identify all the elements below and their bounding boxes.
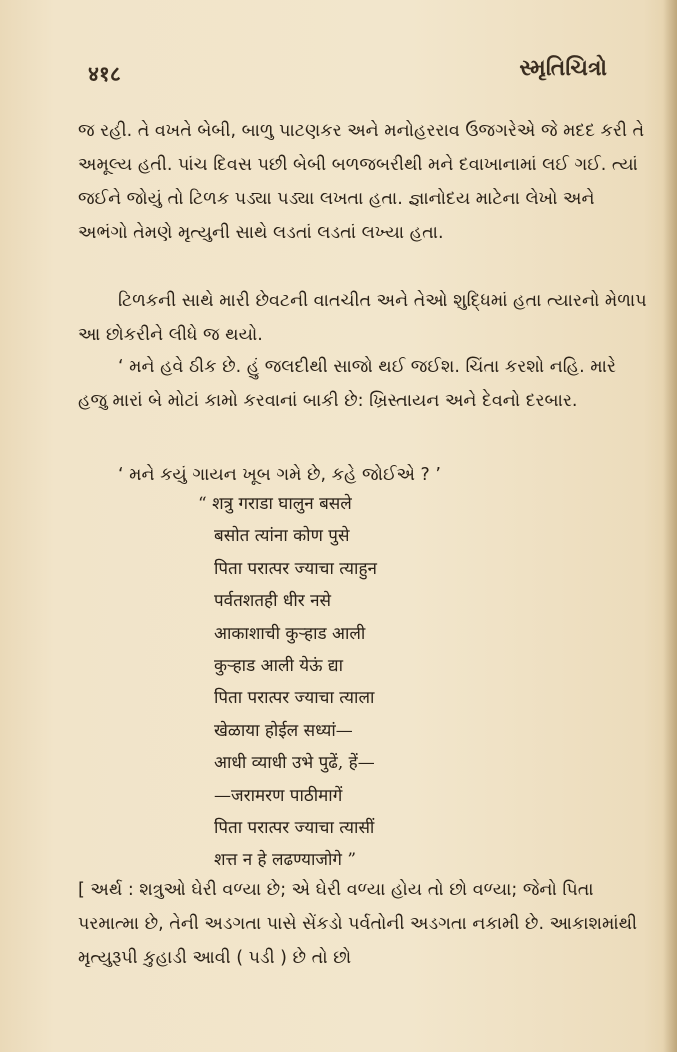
poem-line: पिता परात्पर ज्याचा त्याला bbox=[214, 688, 375, 709]
marathi-poem bbox=[198, 488, 574, 877]
poem-line: कुऱ्हाड आली येऊं द्या bbox=[214, 656, 344, 677]
poem-line: पर्वतशतही धीर नसे bbox=[214, 591, 332, 612]
paragraph-2: ટિળકની સાથે મારી છેવટની વાતચીત અને તેઓ શુદ્ધિમાં હતા ત્યારનો મેળાપ આ છોકરીને લીધે જ થયો. bbox=[78, 291, 647, 345]
paragraph-meaning: [ અર્થ : શત્રુઓ ઘેરી વળ્યા છે; એ ઘેરી વળ્યા હોય તો છો વળ્યા; જેનો પિતા પરમાત્મા છે, તેની અડગતા પાસે સેંકડો પર્વતોની અડગતા નકામી છે. આકાશમાંથી મૃત્યુરૂપી કુહાડી આવી ( પડી ) છે તો છો bbox=[78, 880, 638, 968]
poem-line: पिता परात्पर ज्याचा त्याहुन bbox=[214, 558, 377, 579]
poem-line: शत्त न हे लढण्याजोगे ” bbox=[214, 850, 357, 871]
paragraph-3: ‘ મને હવે ઠીક છે. હું જલદીથી સાજો થઈ જઈશ. ચિંતા કરશો નહિ. મારે હજુ મારાં બે મોટાં કામો કરવાનાં બાકી છે: ખ્રિસ્તાયન અને દેવનો દરબાર. bbox=[78, 357, 616, 411]
page-edge-shadow bbox=[663, 0, 677, 1052]
poem-line: बसोत त्यांना कोण पुसे bbox=[214, 526, 350, 547]
poem-line: आकाशाची कुऱ्हाड आली bbox=[214, 623, 366, 644]
paragraph-4: ‘ મને કયું ગાયન ખૂબ ગમે છે, કહે જોઈએ ? ’ bbox=[118, 465, 441, 485]
page-number: ४१८ bbox=[88, 62, 121, 86]
poem-line: खेळाया होईल सध्यां— bbox=[214, 720, 353, 741]
poem-line: पिता परात्पर ज्याचा त्यासीं bbox=[214, 818, 375, 839]
page-header bbox=[0, 52, 677, 92]
poem-line: आधी व्याधी उभे पुढें, हें— bbox=[214, 753, 375, 774]
poem-line: “ शत्रु गराडा घालुन बसले bbox=[198, 494, 352, 514]
paragraph-1: જ રહી. તે વખતે બેબી, બાળુ પાટણકર અને મનોહરરાવ ઉજગરેએ જે મદદ કરી તે અમૂલ્ય હતી. પાંચ દિવસ પછી બેબી બળજબરીથી મને દવાખાનામાં લઈ ગઈ. ત્યાં જઈને જોયું તો ટિળક પડ્યા પડ્યા લખતા હતા. જ્ઞાનોદય માટેના લેખો અને અભંગો તેમણે મૃત્યુની સાથે લડતાં લડતાં લખ્યા હતા. bbox=[78, 121, 645, 243]
running-title: સ્મૃતિચિત્રો bbox=[519, 56, 607, 81]
poem-line: —जरामरण पाठीमागें bbox=[214, 785, 343, 806]
